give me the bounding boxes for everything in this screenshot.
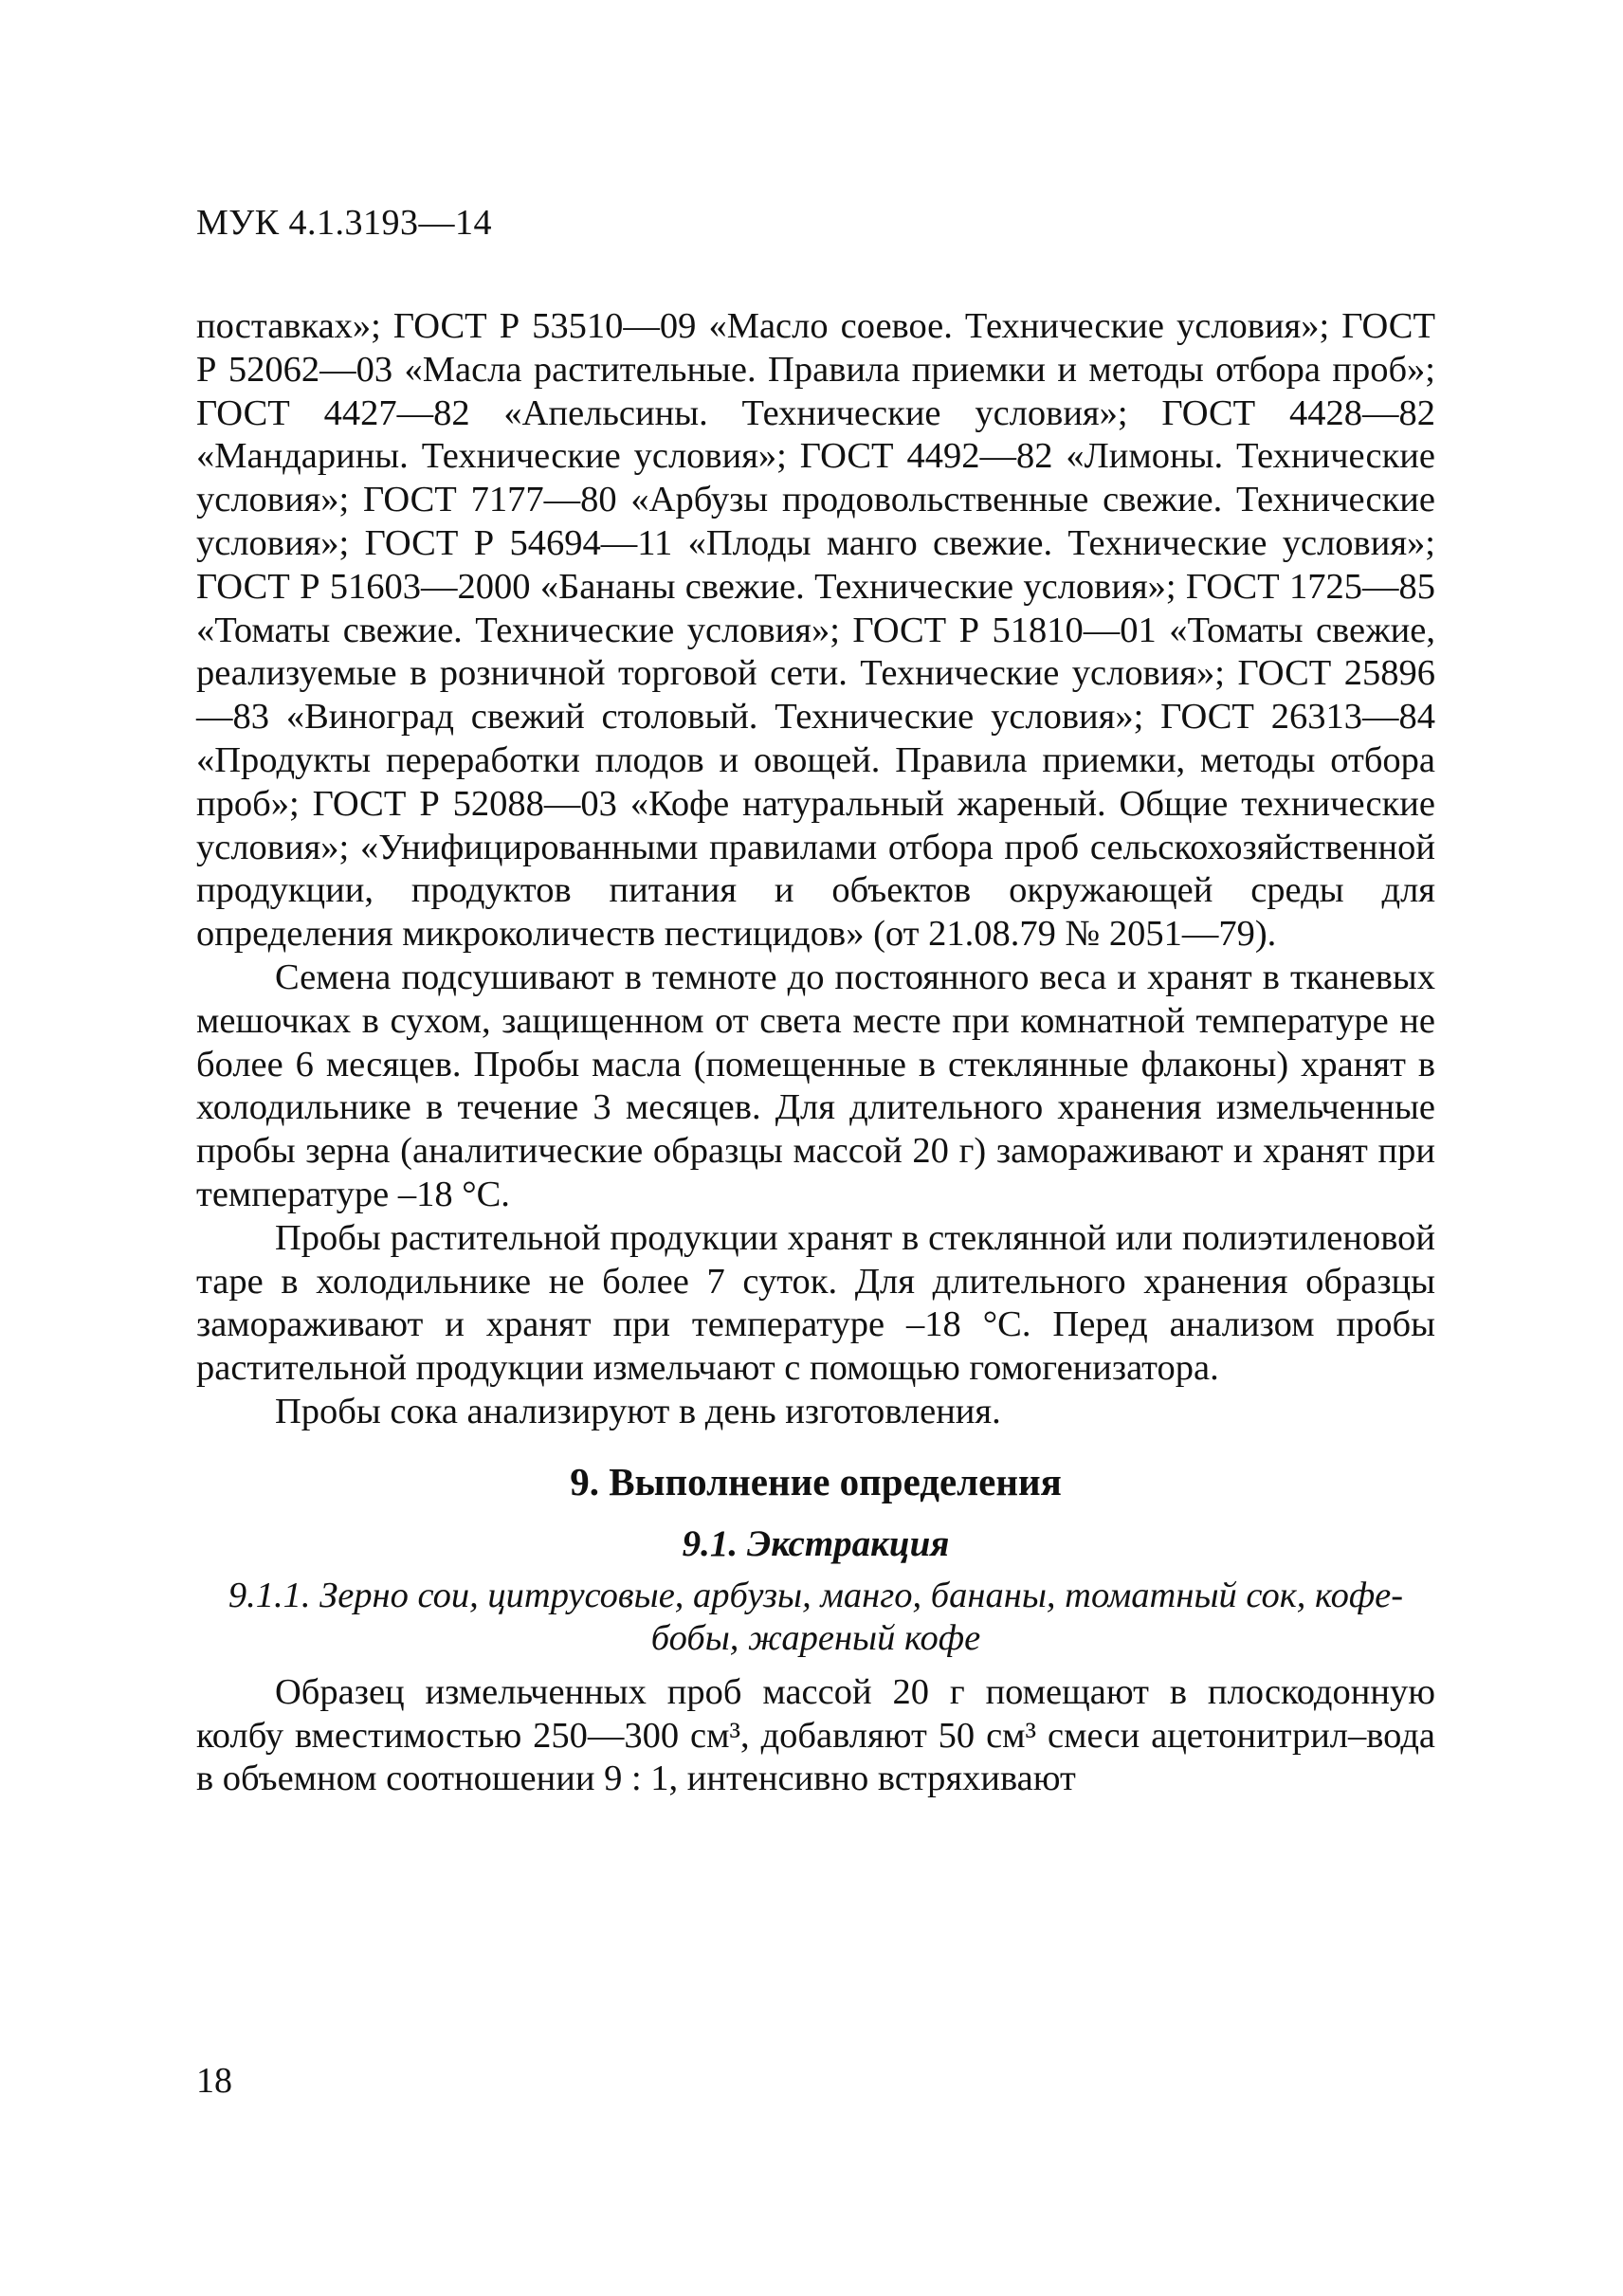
section-heading: 9. Выполнение определения — [570, 1459, 1062, 1503]
paragraph-extraction: Образец измельченных проб массой 20 г помещают в плоскодонную колбу вместимостью 250—300 см³, добавляют 50 см³ смеси ацетонитрил–вода в объемном соотношении 9 : 1, интенсивно встряхивают — [196, 1671, 1435, 1799]
paragraph-juice: Пробы сока анализируют в день изготовления. — [275, 1391, 1001, 1431]
paragraph-plant-storage: Пробы растительной продукции хранят в стеклянной или полиэтиленовой таре в холодильнике не более 7 суток. Для длительного хранения образцы замораживают и хранят при температуре –18 °С. Перед анализом пробы растительной продукции измельчают с помощью гомогенизатора. — [196, 1217, 1435, 1389]
subsection-heading: 9.1. Экстракция — [682, 1522, 950, 1564]
paragraph-gost-list: поставках»; ГОСТ Р 53510—09 «Масло соевое. Технические условия»; ГОСТ Р 52062—03 «Масла растительные. Правила приемки и методы отбора проб»; ГОСТ 4427—82 «Апельсины. Технические условия»; ГОСТ 4428—82 «Мандарины. Технические условия»; ГОСТ 4492—82 «Лимоны. Технические условия»; ГОСТ 7177—80 «Арбузы продовольственные свежие. Технические условия»; ГОСТ Р 54694—11 «Плоды манго свежие. Технические условия»; ГОСТ Р 51603—2000 «Бананы свежие. Технические условия»; ГОСТ 1725—85 «Томаты свежие. Технические условия»; ГОСТ Р 51810—01 «Томаты свежие, реализуемые в розничной торговой сети. Технические условия»; ГОСТ 25896—83 «Виноград свежий столовый. Технические условия»; ГОСТ 26313—84 «Продукты переработки плодов и овощей. Правила приемки, методы отбора проб»; ГОСТ Р 52088—03 «Кофе натуральный жареный. Общие технические условия»; «Унифицированными правилами отбора проб сельскохозяйственной продукции, продуктов питания и объектов окружающей среды для определения микроколичеств пестицидов» (от 21.08.79 № 2051—79). — [196, 306, 1435, 955]
page-number: 18 — [196, 2061, 232, 2101]
paragraph-seed-storage: Семена подсушивают в темноте до постоянного веса и хранят в тканевых мешочках в сухом, защищенном от света месте при комнатной температуре не более 6 месяцев. Пробы масла (помещенные в стеклянные флаконы) хранят в холодильнике в течение 3 месяцев. Для длительного хранения измельченные пробы зерна (аналитические образцы массой 20 г) замораживают и хранят при температуре –18 °С. — [196, 957, 1435, 1214]
subsubsection-heading: 9.1.1. Зерно сои, цитрусовые, арбузы, манго, бананы, томатный сок, кофе-бобы, жареный кофе — [228, 1575, 1404, 1658]
running-header: МУК 4.1.3193—14 — [196, 203, 493, 243]
body-text — [196, 305, 1435, 1801]
